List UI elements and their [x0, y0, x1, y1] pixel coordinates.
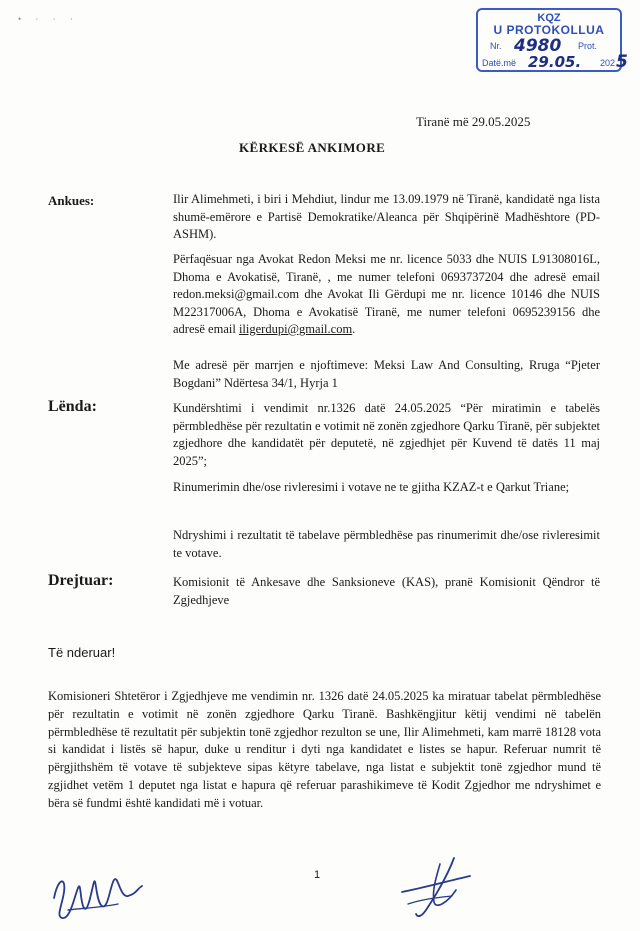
stamp-line-kqz: KQZ [537, 12, 561, 24]
ankues-paragraph-1: Ilir Alimehmeti, i biri i Mehdiut, lindur me 13.09.1979 në Tiranë, kandidatë nga lista shumë-emërore e Partisë Demokratike/Aleanca për Shqipërinë Madhështore (PD-ASHM). [173, 192, 600, 241]
ankues-paragraph-3: Me adresë për marrjen e njoftimeve: Meksi Law And Consulting, Rruga “Pjeter Bogdani” Ndërtesa 34/1, Hyrja 1 [173, 358, 600, 390]
label-ankues: Ankues: [48, 193, 95, 208]
stamp-year-hand: 5 [616, 52, 628, 72]
drejtuar-paragraph: Komisionit të Ankesave dhe Sanksioneve (KAS), pranë Komisionit Qëndror të Zgjedhjeve [173, 575, 600, 607]
label-drejtuar: Drejtuar: [48, 572, 114, 589]
stamp-year-printed: 202 [600, 58, 616, 68]
lenda-paragraph-2: Rinumerimin dhe/ose rivleresimi i votave ne te gjitha KZAZ-t e Qarkut Triane; [173, 480, 570, 494]
corner-scan-marks: • · · · [18, 14, 79, 24]
document-date: Tiranë më 29.05.2025 [416, 114, 531, 129]
greeting: Të nderuar! [48, 645, 116, 660]
body-paragraph: Komisioneri Shtetëror i Zgjedhjeve me vendimin nr. 1326 datë 24.05.2025 ka miratuar tabelat përmbledhëse për rezultatin e votimit në zonën zgjedhore Qarku Tiranë. Bashkëngjitur këtij vendimi në tabelën përmbledhëse të rezultatit për subjektin tonë zgjedhor rezulton se une, Ilir Alimehmeti, kam marrë 18128 vota si kandidat i listës së hapur, duke u renditur i dyti nga kandidatet e listes se hapur. Referuar numrit të përgjithshëm të votave të subjekteve sipas këtyre tabelave, nga listat e subjektit tonë zgjedhor mund të zgjidhet vetëm 1 deputet nga listat e hapura që referuar parashikimeve të Kodit Zgjedhor me ndryshimet e bëra së fundmi është kandidati më i votuar. [48, 689, 601, 810]
document-title: KËRKESË ANKIMORE [239, 140, 386, 155]
ankues-p2-text: Përfaqësuar nga Avokat Redon Meksi me nr. licence 5033 dhe NUIS L91308016L, Dhoma e Avokatisë, Tiranë, , me numer telefoni 0693737204 dhe adresë email redon.meksi@gmail.com dhe Avokat Ili Gërdupi me nr. licence 10146 dhe NUIS M22317006A, Dhoma e Avokatisë Tiranë, me numer telefoni 0695239156 dhe adresë email [173, 252, 600, 336]
page-number: 1 [314, 869, 321, 881]
label-lenda: Lënda: [48, 398, 97, 415]
stamp-nr-label: Nr. [490, 41, 502, 51]
ankues-paragraph-2 [173, 251, 600, 339]
stamp-nr-value: 4980 [514, 36, 562, 56]
stamp-date-value: 29.05. [528, 53, 582, 71]
lenda-paragraph-3: Ndryshimi i rezultatit të tabelave përmbledhëse pas rinumerimit dhe/ose rivleresimit te votave. [173, 528, 600, 560]
stamp-date-label: Datë.më [482, 58, 517, 68]
stamp-prot-label: Prot. [578, 41, 598, 51]
lenda-paragraph-1: Kundërshtimi i vendimit nr.1326 datë 24.05.2025 “Për miratimin e tabelës përmbledhëse për rezultatin e votimit në zonën zgjedhore Qarku Tiranë, për subjektet zgjedhore dhe kandidatët për deputetë, në zgjedhjet për Kuvend të datës 11 maj 2025”; [173, 401, 600, 468]
email-link[interactable]: iligerdupi@gmail.com [238, 322, 353, 336]
stamp-line-protocol: U PROTOKOLLUA [493, 23, 605, 37]
signature-left-icon [48, 858, 148, 924]
signature-right-icon [392, 852, 482, 922]
ankues-p2-end: . [352, 322, 356, 336]
protocol-stamp [476, 8, 628, 72]
